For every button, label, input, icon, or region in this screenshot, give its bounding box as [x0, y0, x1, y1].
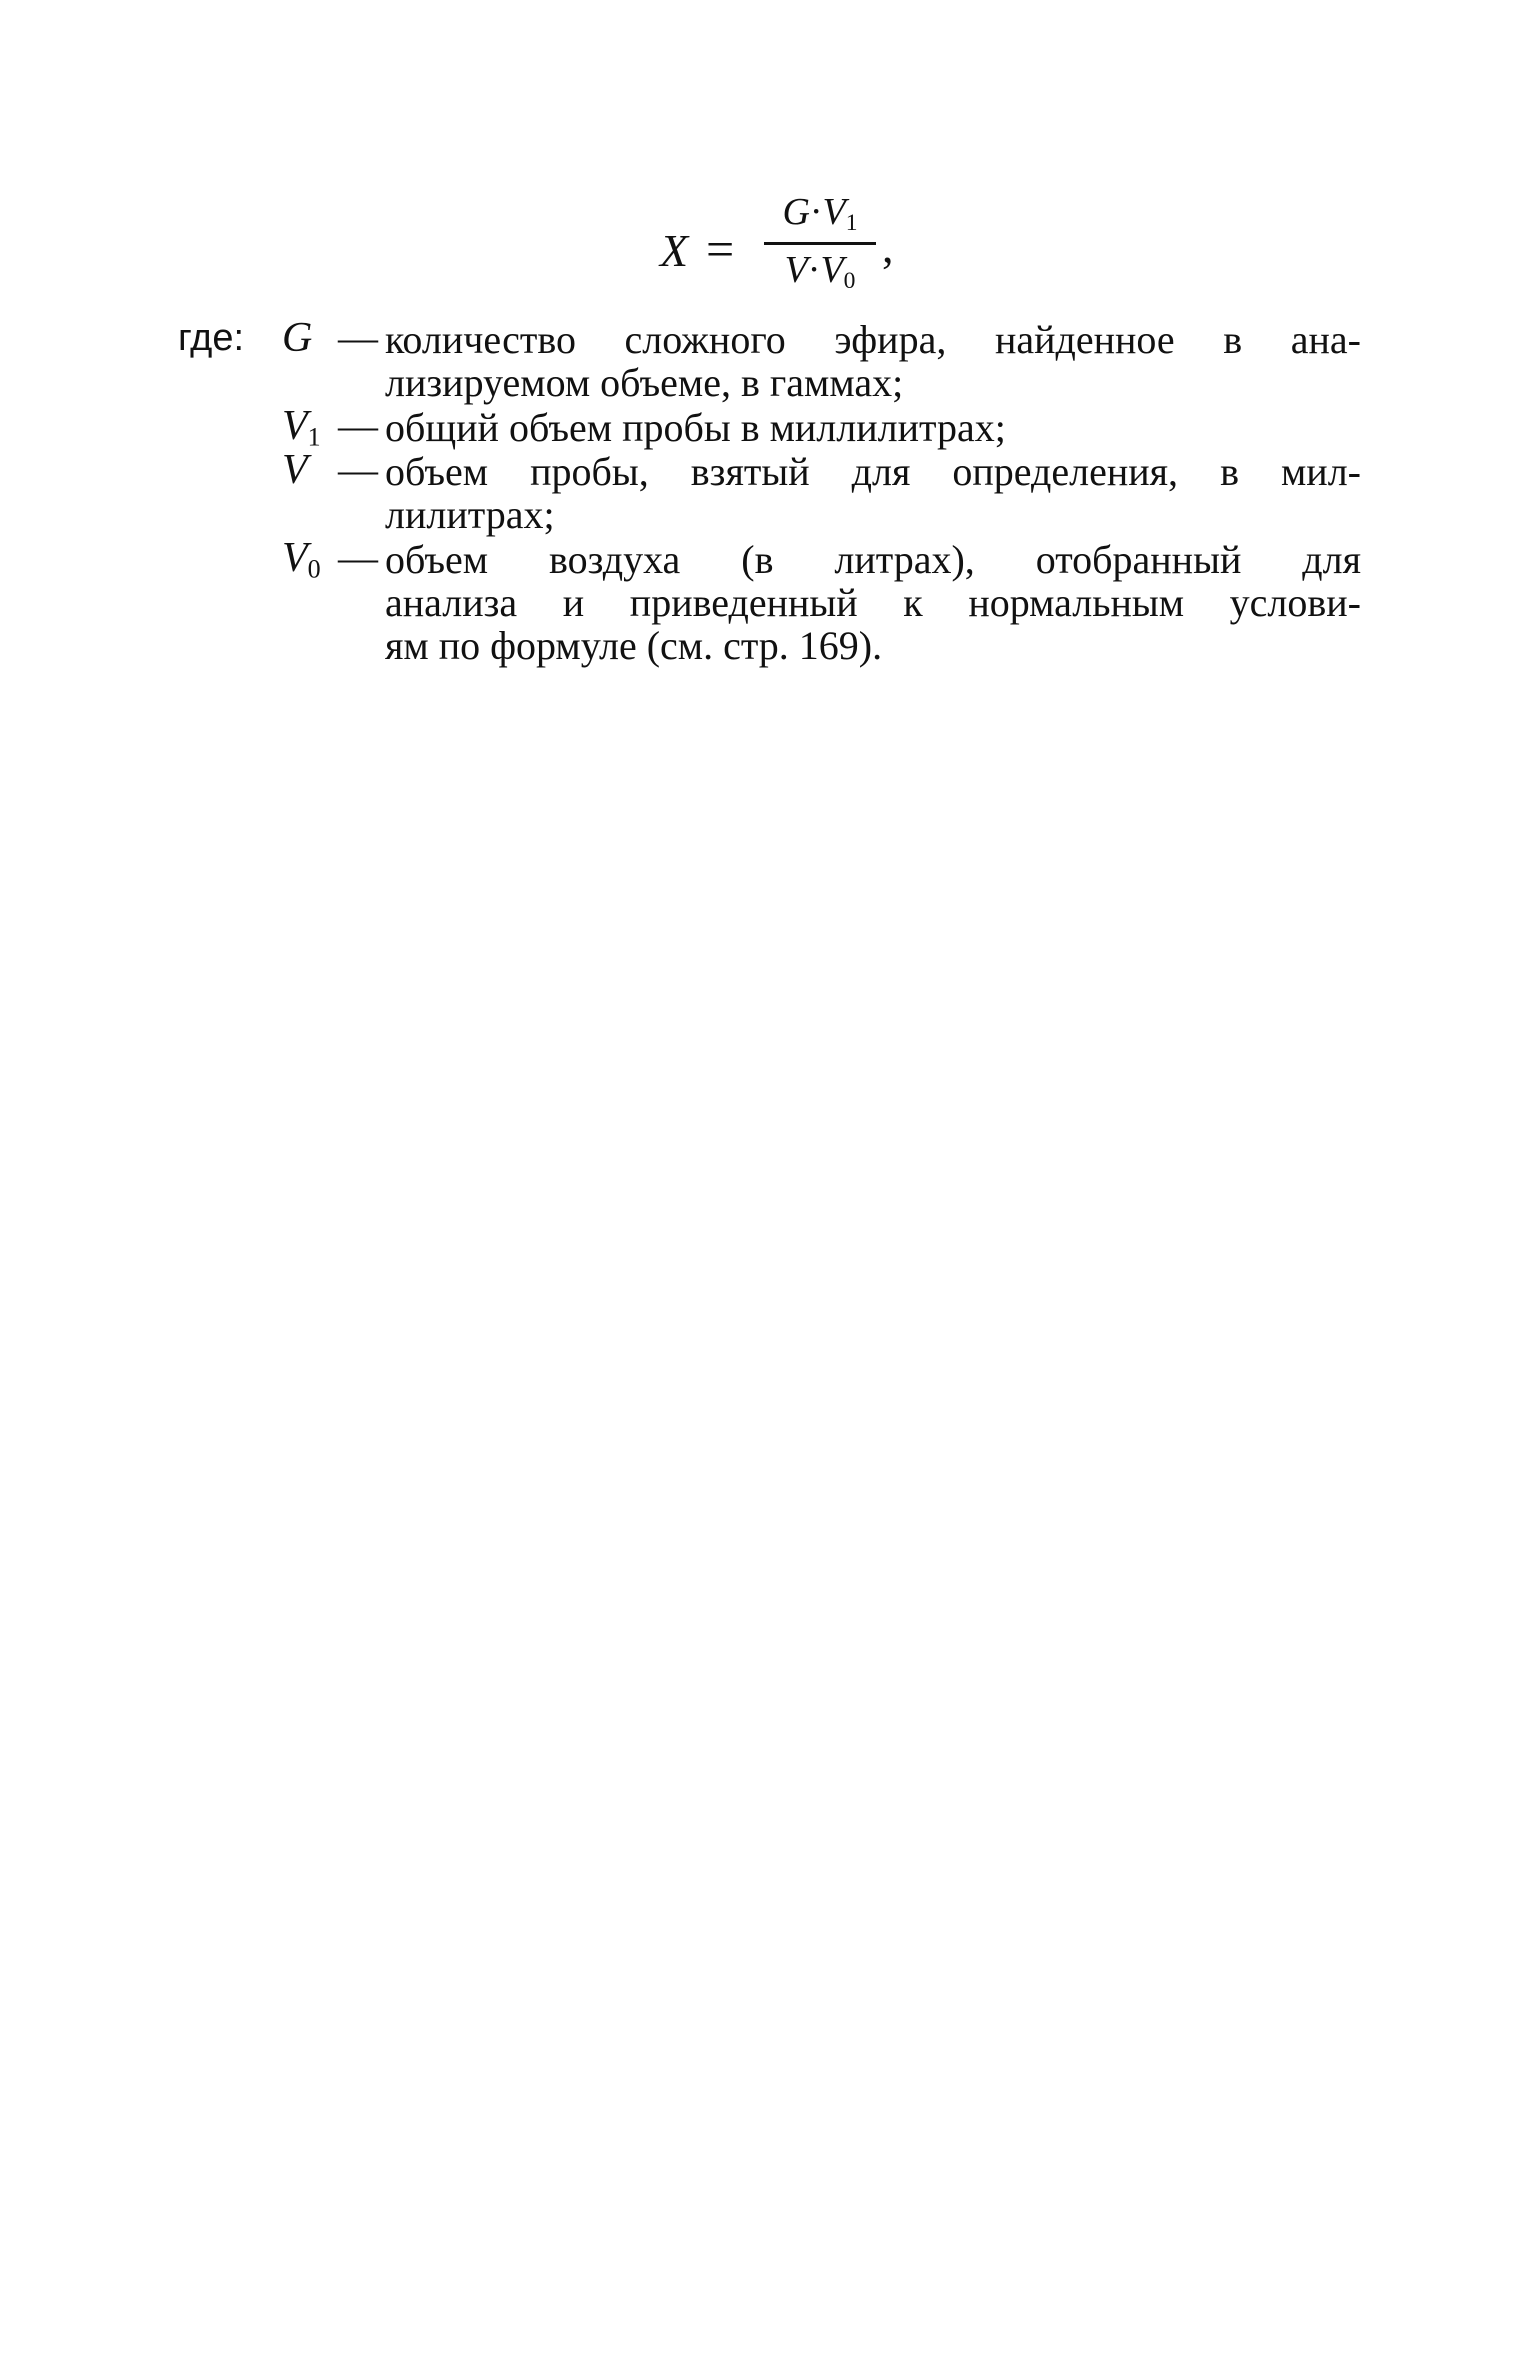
formula-lhs: X: [660, 225, 691, 276]
legend-item-description: [385, 406, 1361, 449]
description-line: лилитрах;: [385, 492, 555, 537]
symbol-letter: V: [282, 535, 308, 581]
description-line: лизируемом объеме, в гаммах;: [385, 360, 904, 405]
formula-numerator: [760, 190, 880, 234]
description-line: количество сложного эфира, найденное в ана-: [385, 317, 1361, 362]
numerator-factor-b-subscript: 1: [845, 209, 858, 236]
numerator-dot: ·: [809, 191, 823, 233]
description-line: объем пробы, взятый для определения, в мил-: [385, 449, 1361, 494]
denominator-factor-b-subscript: 0: [843, 267, 856, 294]
numerator-factor-b: V: [822, 191, 846, 233]
legend-dash: —: [338, 315, 378, 360]
symbol-subscript: 0: [307, 554, 321, 584]
legend-item-description: [385, 450, 1361, 536]
formula-fraction: [760, 190, 880, 300]
denominator-factor-b: V: [820, 249, 844, 291]
legend-item-description: [385, 318, 1361, 404]
description-line: объем воздуха (в литрах), отобранный для: [385, 537, 1361, 582]
legend-item-description: [385, 538, 1361, 667]
denominator-dot: ·: [807, 249, 821, 291]
description-line: анализа и приведенный к нормальным услови-: [385, 580, 1361, 625]
symbol-subscript: 1: [307, 422, 321, 452]
legend-symbol-v1: [282, 403, 321, 452]
formula-equals-sign: =: [706, 221, 735, 277]
legend-symbol-v0: [282, 535, 321, 584]
description-line: ям по формуле (см. стр. 169).: [385, 623, 883, 668]
symbol-letter: V: [282, 447, 308, 493]
symbol-letter: G: [282, 315, 313, 361]
numerator-factor-a: G: [782, 191, 810, 233]
formula-trailing-comma: ,: [882, 221, 894, 272]
legend-dash: —: [338, 535, 378, 580]
legend-dash: —: [338, 403, 378, 448]
description-line: общий объем пробы в миллилитрах;: [385, 405, 1006, 450]
formula-denominator: [760, 248, 880, 292]
fraction-bar: [764, 242, 876, 245]
legend-symbol-g: [282, 316, 312, 360]
symbol-letter: V: [282, 403, 308, 449]
legend-symbol-v: [282, 448, 308, 492]
formula: [660, 190, 920, 300]
denominator-factor-a: V: [784, 249, 808, 291]
legend-intro: где:: [178, 317, 245, 359]
legend-dash: —: [338, 447, 378, 492]
